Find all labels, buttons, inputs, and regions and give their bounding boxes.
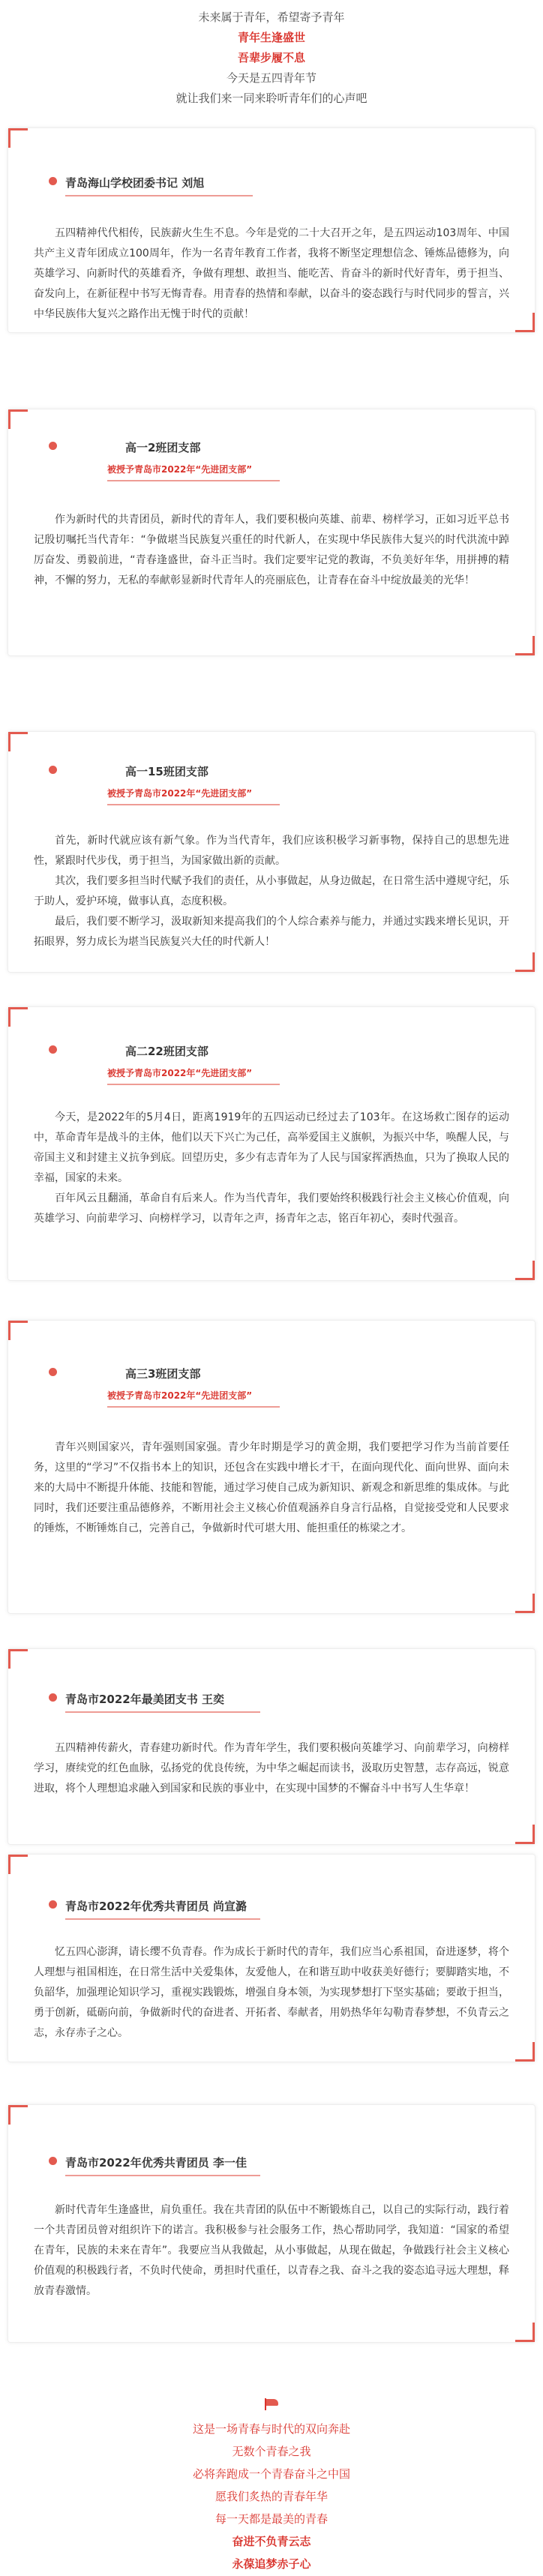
card-title: 青岛市2022年最美团支书 王奕 <box>65 1693 224 1706</box>
corner-decoration <box>515 952 535 972</box>
bullet-dot-icon <box>49 1045 57 1054</box>
speech-card <box>8 127 536 333</box>
outro-slogan: 永葆追梦赤子心 <box>232 2557 311 2571</box>
speech-paragraph: 首先，新时代就应该有新气象。作为当代青年，我们应该积极学习新事物，保持自己的思想先进性，紧跟时代步伐，勇于担当，为国家做出新的贡献。 <box>34 835 509 867</box>
speech-paragraph: 最后，我们要不断学习，汲取新知来提高我们的个人综合素养与能力，并通过实践来增长见识，开拓眼界，努力成长为堪当民族复兴大任的时代新人！ <box>34 916 509 948</box>
title-underline <box>107 804 280 805</box>
card-title: 青岛市2022年优秀共青团员 尚宣潞 <box>65 1900 247 1913</box>
outro-line: 愿我们炙热的青春年华 <box>214 2490 328 2503</box>
award-subtitle: 被授予青岛市2022年“先进团支部” <box>107 464 253 475</box>
outro-line: 每一天都是最美的青春 <box>214 2512 328 2526</box>
corner-decoration <box>8 1321 28 1340</box>
card-title: 高三3班团支部 <box>125 1367 201 1381</box>
intro-highlight: 青年生逢盛世 <box>237 31 305 44</box>
outro-section <box>0 2398 543 2575</box>
bullet-dot-icon <box>49 2157 57 2165</box>
speech-paragraph: 忆五四心澎湃，请长缨不负青春。作为成长于新时代的青年，我们应当心系祖国，奋进逐梦，将个人理想与祖国相连，在日常生活中关爱集体，友爱他人，在和谐互助中收获美好德行；要脚踏实地，不负韶华，加强理论知识学习，重视实践锻炼，增强自身本领，为实现梦想打下坚实基础；要敢于担当，勇于创新，砥砺向前，争做新时代的奋进者、开拓者、奉献者，用奶热华年勾勒青春梦想，不负青云之志，永存赤子之心。 <box>34 1946 509 2039</box>
card-title: 高一2班团支部 <box>125 441 201 454</box>
title-underline <box>65 1711 260 1713</box>
speech-paragraph: 作为新时代的共青团员，新时代的青年人，我们要积极向英雄、前辈、榜样学习，正如习近平总书记殷切嘱托当代青年：“争做堪当民族复兴重任的时代新人，在实现中华民族伟大复兴的时代洪流中踔厉奋发、勇毅前进，“青春逢盛世，奋斗正当时。我们定要牢记党的教诲，不负美好年华，用拼搏的精神，不懈的努力，无私的奉献彰显新时代青年人的亮丽底色，让青春在奋斗中绽放最美的光华！ <box>34 514 509 586</box>
corner-decoration <box>8 128 28 148</box>
bullet-dot-icon <box>49 1900 57 1909</box>
title-underline <box>65 195 253 196</box>
corner-decoration <box>515 2323 535 2342</box>
title-underline <box>65 1918 260 1920</box>
speech-card <box>8 731 536 973</box>
speech-paragraph: 新时代青年生逢盛世，肩负重任。我在共青团的队伍中不断锻炼自己，以自己的实际行动，践行着一个共青团员曾对组织许下的诺言。我积极参与社会服务工作，热心帮助同学，我知道：“国家的希望在青年，民族的未来在青年”。我要应当从我做起，从小事做起，从现在做起，争做践行社会主义核心价值观的积极践行者，不负时代使命，勇担时代重任，以青春之我、奋斗之我的姿态追寻远大理想，释放青春激情。 <box>34 2204 509 2297</box>
card-title: 青岛市2022年优秀共青团员 李一佳 <box>65 2156 247 2170</box>
card-title: 高一15班团支部 <box>125 765 208 778</box>
bullet-dot-icon <box>49 1368 57 1376</box>
corner-decoration <box>515 2042 535 2062</box>
title-underline <box>107 480 280 481</box>
corner-decoration <box>8 1007 28 1027</box>
bullet-dot-icon <box>49 1693 57 1702</box>
intro-line: 今天是五四青年节 <box>226 71 316 85</box>
intro-line: 未来属于青年，希望寄予青年 <box>198 10 345 24</box>
speech-card <box>8 1854 536 2062</box>
speech-paragraph: 五四精神代代相传，民族薪火生生不息。今年是党的二十大召开之年，是五四运动103周年、中国共产主义青年团成立100周年，作为一名青年教育工作者，我将不断坚定理想信念、锤炼品德修为，向英雄学习、向新时代的英雄看齐，争做有理想、敢担当、能吃苦、肯奋斗的新时代好青年，勇于担当、奋发向上，在新征程中书写无悔青春。用青春的热情和奉献，以奋斗的姿态践行与时代同步的誓言，兴中华民族伟大复兴之路作出无愧于时代的贡献！ <box>34 227 509 320</box>
award-subtitle: 被授予青岛市2022年“先进团支部” <box>107 1068 253 1078</box>
award-subtitle: 被授予青岛市2022年“先进团支部” <box>107 788 253 799</box>
outro-slogan: 奋进不负青云志 <box>232 2535 311 2548</box>
speech-card <box>8 1320 536 1614</box>
bullet-dot-icon <box>49 442 57 450</box>
intro-section <box>0 0 543 127</box>
outro-line: 必将奔跑成一个青春奋斗之中国 <box>192 2467 350 2481</box>
title-underline <box>107 1084 280 1085</box>
speech-paragraph: 其次，我们要多担当时代赋予我们的责任，从小事做起，从身边做起，在日常生活中遵规守纪，乐于助人，爱护环境，做事认真，态度积极。 <box>34 875 509 907</box>
speech-paragraph: 青年兴则国家兴，青年强则国家强。青少年时期是学习的黄金期，我们要把学习作为当前首要任务，这里的“学习”不仅指书本上的知识，还包含在实践中增长才干，在面向现代化、面向世界、面向未来的大局中不断提升体能、技能和智能，通过学习使自己成为新知识、新观念和新思维的集成体。与此同时，我们还要注重品德修养，不断用社会主义核心价值观涵养自身言行品格，自觉接受党和人民要求的锤炼，不断锤炼自己，完善自己，争做新时代可堪大用、能担重任的栋梁之才。 <box>34 1441 509 1534</box>
speech-paragraph: 百年风云且翻涌，革命自有后来人。作为当代青年，我们要始终积极践行社会主义核心价值观，向英雄学习、向前辈学习、向榜样学习，以青年之声，扬青年之志，铭百年初心，奏时代强音。 <box>34 1192 509 1225</box>
corner-decoration <box>8 1855 28 1874</box>
outro-line: 无数个青春之我 <box>232 2445 311 2458</box>
speech-card <box>8 2104 536 2343</box>
speech-card <box>8 1648 536 1845</box>
corner-decoration <box>515 313 535 332</box>
title-underline <box>65 2175 260 2176</box>
intro-line: 就让我们来一同来聆听青年们的心声吧 <box>176 91 368 105</box>
speech-card <box>8 409 536 656</box>
flag-icon <box>263 2398 280 2410</box>
speech-paragraph: 今天，是2022年的5月4日，距离1919年的五四运动已经过去了103年。在这场救亡图存的运动中，革命青年是战斗的主体，他们以天下兴亡为己任，高举爱国主义旗帜，为振兴中华，唤醒人民，与帝国主义和封建主义抗争到底。回望历史，多少有志青年为了人民与国家挥洒热血，只为了换取人民的幸福，国家的未来。 <box>34 1111 509 1184</box>
outro-line: 这是一场青春与时代的双向奔赴 <box>192 2422 350 2436</box>
corner-decoration <box>8 2105 28 2125</box>
corner-decoration <box>8 1649 28 1669</box>
speech-paragraph: 五四精神传薪火，青春建功新时代。作为青年学生，我们要积极向英雄学习、向前辈学习，向榜样学习，赓续党的红色血脉，弘扬党的优良传统，为中华之崛起而读书，汲取历史智慧，志存高远，锐意进取，将个人理想追求融入到国家和民族的事业中，在实现中国梦的不懈奋斗中书写人生华章！ <box>34 1742 509 1795</box>
corner-decoration <box>515 1261 535 1280</box>
corner-decoration <box>515 636 535 655</box>
award-subtitle: 被授予青岛市2022年“先进团支部” <box>107 1390 253 1401</box>
corner-decoration <box>8 732 28 751</box>
corner-decoration <box>8 409 28 429</box>
card-title: 青岛海山学校团委书记 刘旭 <box>65 176 205 190</box>
bullet-dot-icon <box>49 177 57 185</box>
card-title: 高二22班团支部 <box>125 1045 208 1058</box>
bullet-dot-icon <box>49 766 57 774</box>
speech-card <box>8 1006 536 1281</box>
title-underline <box>107 1406 280 1408</box>
intro-highlight: 吾辈步履不息 <box>237 51 305 64</box>
corner-decoration <box>515 1594 535 1613</box>
corner-decoration <box>515 1825 535 1844</box>
